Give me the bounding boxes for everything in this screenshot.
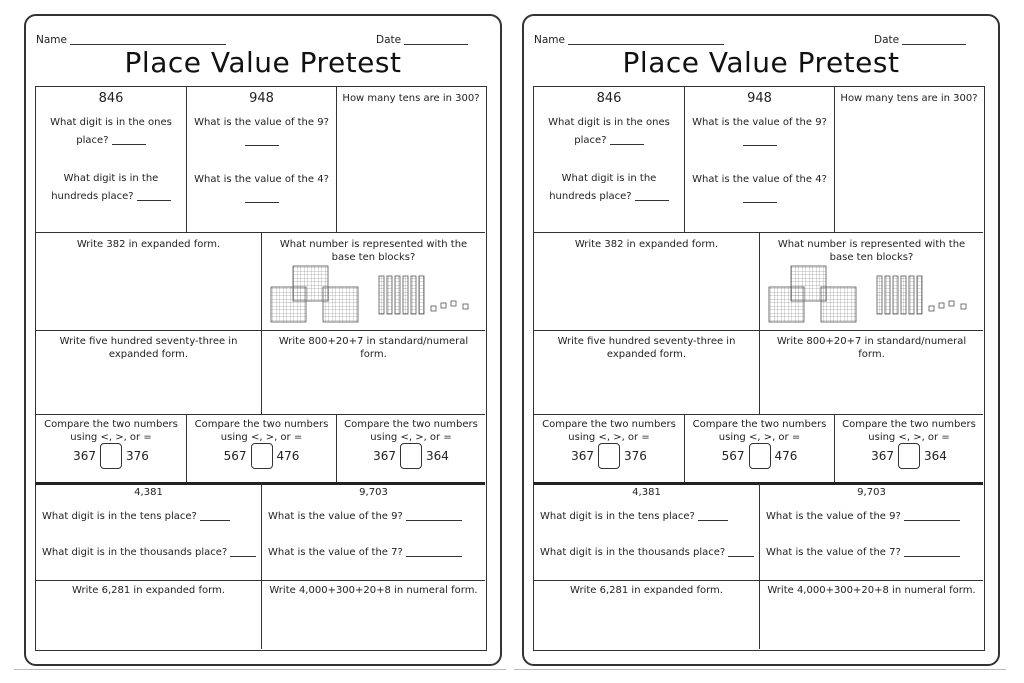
- question-846: 846 What digit is in the ones place? What digit is in the hundreds place?: [534, 87, 684, 232]
- question-numeral-form: Write 4,000+300+20+8 in numeral form.: [261, 580, 485, 649]
- compare-question-3: Compare the two numbers using <, >, or = 367 364: [336, 414, 485, 482]
- page-title: Place Value Pretest: [124, 46, 402, 79]
- answer-blank[interactable]: [112, 144, 146, 145]
- date-field[interactable]: Date: [874, 34, 966, 46]
- question-tens-in-300: How many tens are in 300?: [336, 87, 485, 232]
- question-expanded-6281: Write 6,281 in expanded form.: [534, 580, 759, 649]
- number-label: 948: [747, 91, 772, 106]
- compare-question-1: Compare the two numbers using <, >, or = 367 376: [534, 414, 684, 482]
- answer-blank[interactable]: [406, 520, 462, 521]
- page-title: Place Value Pretest: [622, 46, 900, 79]
- number-label: 846: [98, 91, 124, 106]
- base-ten-blocks-icon: [269, 264, 479, 324]
- compare-answer-box[interactable]: [898, 443, 920, 469]
- page-bottom-rule: [14, 669, 506, 670]
- worksheet-page: [24, 14, 502, 666]
- date-field[interactable]: Date: [376, 34, 468, 46]
- number-label: 846: [596, 91, 622, 106]
- answer-blank[interactable]: [230, 556, 256, 557]
- question-expanded-573: Write five hundred seventy-three in expanded form.: [36, 330, 261, 414]
- answer-blank[interactable]: [904, 556, 960, 557]
- question-9703: 9,703 What is the value of the 9? What is the value of the 7?: [759, 482, 983, 580]
- answer-blank[interactable]: [406, 556, 462, 557]
- worksheet-page: [522, 14, 1000, 666]
- question-4381: 4,381 What digit is in the tens place? What digit is in the thousands place?: [534, 482, 759, 580]
- question-9703: 9,703 What is the value of the 9? What is the value of the 7?: [261, 482, 485, 580]
- compare-answer-box[interactable]: [400, 443, 422, 469]
- question-expanded-382: Write 382 in expanded form.: [36, 232, 261, 330]
- answer-blank[interactable]: [137, 200, 171, 201]
- question-numeral-form: Write 4,000+300+20+8 in numeral form.: [759, 580, 983, 649]
- question-standard-form: Write 800+20+7 in standard/numeral form.: [261, 330, 485, 414]
- name-blank[interactable]: [568, 44, 724, 45]
- question-grid: [533, 86, 985, 651]
- name-blank[interactable]: [70, 44, 226, 45]
- compare-question-1: Compare the two numbers using <, >, or = 367 376: [36, 414, 186, 482]
- answer-blank[interactable]: [245, 145, 279, 146]
- number-label: 9,703: [857, 487, 886, 498]
- question-expanded-573: Write five hundred seventy-three in expanded form.: [534, 330, 759, 414]
- answer-blank[interactable]: [245, 202, 279, 203]
- question-base-ten: What number is represented with the base ten blocks?: [759, 232, 983, 330]
- question-4381: 4,381 What digit is in the tens place? What digit is in the thousands place?: [36, 482, 261, 580]
- question-expanded-6281: Write 6,281 in expanded form.: [36, 580, 261, 649]
- number-label: 948: [249, 91, 274, 106]
- compare-answer-box[interactable]: [598, 443, 620, 469]
- question-grid: [35, 86, 487, 651]
- compare-answer-box[interactable]: [749, 443, 771, 469]
- number-label: 4,381: [134, 487, 163, 498]
- compare-question-3: Compare the two numbers using <, >, or = 367 364: [834, 414, 983, 482]
- answer-blank[interactable]: [200, 520, 230, 521]
- question-846: 846 What digit is in the ones place? What digit is in the hundreds place?: [36, 87, 186, 232]
- number-label: 4,381: [632, 487, 661, 498]
- date-blank[interactable]: [902, 44, 966, 45]
- answer-blank[interactable]: [698, 520, 728, 521]
- base-ten-blocks-icon: [767, 264, 977, 324]
- number-label: 9,703: [359, 487, 388, 498]
- name-field[interactable]: Name: [36, 34, 226, 46]
- answer-blank[interactable]: [743, 145, 777, 146]
- compare-question-2: Compare the two numbers using <, >, or = 567 476: [684, 414, 834, 482]
- question-expanded-382: Write 382 in expanded form.: [534, 232, 759, 330]
- question-948: 948 What is the value of the 9? What is the value of the 4?: [186, 87, 336, 232]
- compare-answer-box[interactable]: [100, 443, 122, 469]
- compare-answer-box[interactable]: [251, 443, 273, 469]
- answer-blank[interactable]: [743, 202, 777, 203]
- question-948: 948 What is the value of the 9? What is the value of the 4?: [684, 87, 834, 232]
- answer-blank[interactable]: [610, 144, 644, 145]
- question-base-ten: What number is represented with the base ten blocks?: [261, 232, 485, 330]
- compare-question-2: Compare the two numbers using <, >, or = 567 476: [186, 414, 336, 482]
- date-blank[interactable]: [404, 44, 468, 45]
- name-field[interactable]: Name: [534, 34, 724, 46]
- question-standard-form: Write 800+20+7 in standard/numeral form.: [759, 330, 983, 414]
- answer-blank[interactable]: [904, 520, 960, 521]
- page-bottom-rule: [514, 669, 1006, 670]
- answer-blank[interactable]: [728, 556, 754, 557]
- question-tens-in-300: How many tens are in 300?: [834, 87, 983, 232]
- answer-blank[interactable]: [635, 200, 669, 201]
